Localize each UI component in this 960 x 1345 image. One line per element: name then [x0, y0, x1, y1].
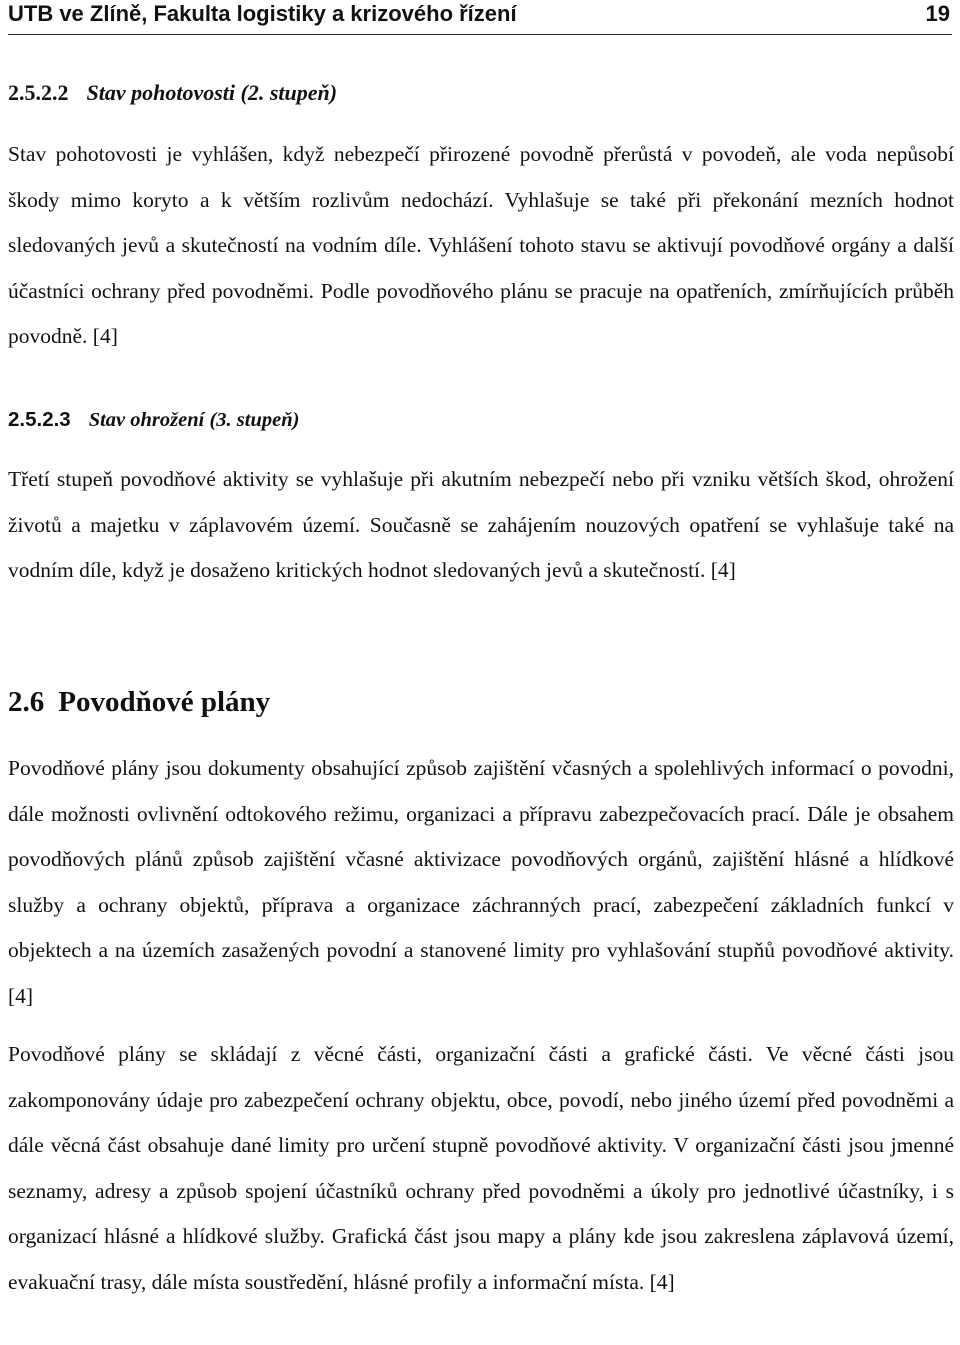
- section-heading-2-6: [8, 686, 270, 719]
- paragraph-povodnove-plany-1: Povodňové plány jsou dokumenty obsahující způsob zajištění včasných a spolehlivých informací o povodni, dále možnosti ovlivnění odtokového režimu, organizaci a přípravu zabezpečovacích prací. Dále je obsahem povodňových plánů způsob zajištění včasné aktivizace povodňových orgánů, zajištění hlásné a hlídkové služby a ochrany objektů, příprava a organizace záchranných prací, zabezpečení základních funkcí v objektech a na územích zasažených povodní a stanovené limity pro vyhlašování stupňů povodňové aktivity. [4]: [8, 756, 954, 1008]
- paragraph-stav-ohrozeni: Třetí stupeň povodňové aktivity se vyhlašuje při akutním nebezpečí nebo při vzniku větších škod, ohrožení životů a majetku v záplavovém území. Současně se zahájením nouzových opatření se vyhlašuje také na vodním díle, když je dosaženo kritických hodnot sledovaných jevů a skutečností. [4]: [8, 467, 954, 583]
- subheading-title: Stav ohrožení (3. stupeň): [88, 409, 300, 431]
- paragraph-stav-pohotovosti: Stav pohotovosti je vyhlášen, když nebezpečí přirozené povodně přerůstá v povodeň, ale voda nepůsobí škody mimo koryto a k větším rozlivům nedochází. Vyhlašuje se také při překonání mezních hodnot sledovaných jevů a skutečností na vodním díle. Vyhlášení tohoto stavu se aktivují povodňové orgány a další účastníci ochrany před povodněmi. Podle povodňového plánu se pracuje na opatřeních, zmírňujících průběh povodně. [4]: [8, 142, 954, 349]
- subheading-number: 2.5.2.2: [8, 80, 69, 105]
- page-number: 19: [925, 1, 950, 26]
- header-title: UTB ve Zlíně, Fakulta logistiky a krizového řízení: [8, 1, 517, 26]
- subheading-title: Stav pohotovosti (2. stupeň): [86, 80, 338, 105]
- subheading-number: 2.5.2.3: [8, 408, 71, 431]
- heading-number: 2.6: [8, 686, 45, 718]
- heading-title: Povodňové plány: [58, 686, 271, 718]
- paragraph-povodnove-plany-2: Povodňové plány se skládají z věcné části, organizační části a grafické části. Ve věcné části jsou zakomponovány údaje pro zabezpečení ochrany objektu, obce, povodí, nebo jiného území před povodněmi a dále věcná část obsahuje dané limity pro určení stupně povodňové aktivity. V organizační části jsou jmenné seznamy, adresy a způsob spojení účastníků ochrany před povodněmi a úkoly pro jednotlivé účastníky, i s organizací hlásné a hlídkové služby. Grafická část jsou mapy a plány kde jsou zakreslena záplavová území, evakuační trasy, dále místa soustředění, hlásné profily a informační místa. [4]: [8, 1042, 954, 1294]
- subheading-2523: [8, 408, 299, 432]
- page-header: [8, 0, 952, 35]
- subheading-2522: [8, 80, 337, 106]
